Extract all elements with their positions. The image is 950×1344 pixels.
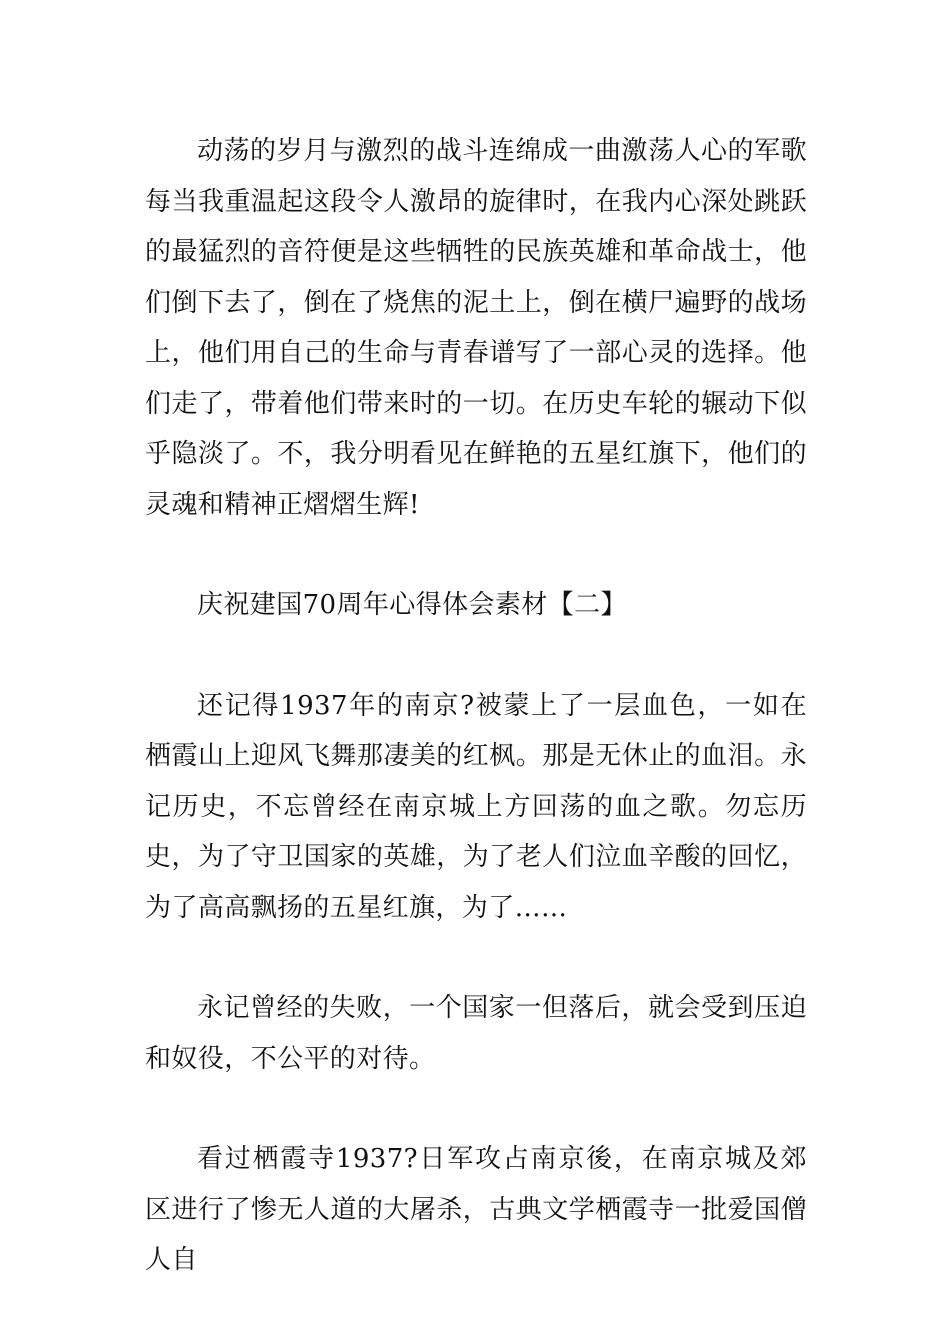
paragraph-gap bbox=[145, 530, 807, 580]
paragraph-gap bbox=[145, 1084, 807, 1134]
document-page bbox=[145, 126, 807, 1286]
paragraph-gap bbox=[145, 933, 807, 983]
section-heading: 庆祝建国70周年心得体会素材【二】 bbox=[197, 590, 627, 620]
paragraph-gap bbox=[145, 631, 807, 681]
paragraph-heroes: 动荡的岁月与激烈的战斗连绵成一曲激荡人心的军歌每当我重温起这段令人激昂的旋律时，在我内心深处跳跃的最猛烈的音符便是这些牺牲的民族英雄和革命战士，他们倒下去了，倒在了烧焦的泥土上，倒在横尸遍野的战场上，他们用自己的生命与青春谱写了一部心灵的选择。他们走了，带着他们带来时的一切。在历史车轮的辗动下似乎隐淡了。不，我分明看见在鲜艳的五星红旗下，他们的灵魂和精神正熠熠生辉! bbox=[145, 136, 807, 520]
paragraph-nanjing: 还记得1937年的南京?被蒙上了一层血色，一如在栖霞山上迎风飞舞那凄美的红枫。那是无休止的血泪。永记历史，不忘曾经在南京城上方回荡的血之歌。勿忘历史，为了守卫国家的英雄，为了老人们泣血辛酸的回忆，为了高高飘扬的五星红旗，为了…… bbox=[145, 690, 807, 923]
paragraph-qixia-temple: 看过栖霞寺1937?日军攻占南京後，在南京城及郊区进行了惨无人道的大屠杀，古典文学栖霞寺一批爱国僧人自 bbox=[145, 1144, 807, 1275]
paragraph-failure: 永记曾经的失败，一个国家一但落后，就会受到压迫和奴役，不公平的对待。 bbox=[145, 993, 807, 1074]
